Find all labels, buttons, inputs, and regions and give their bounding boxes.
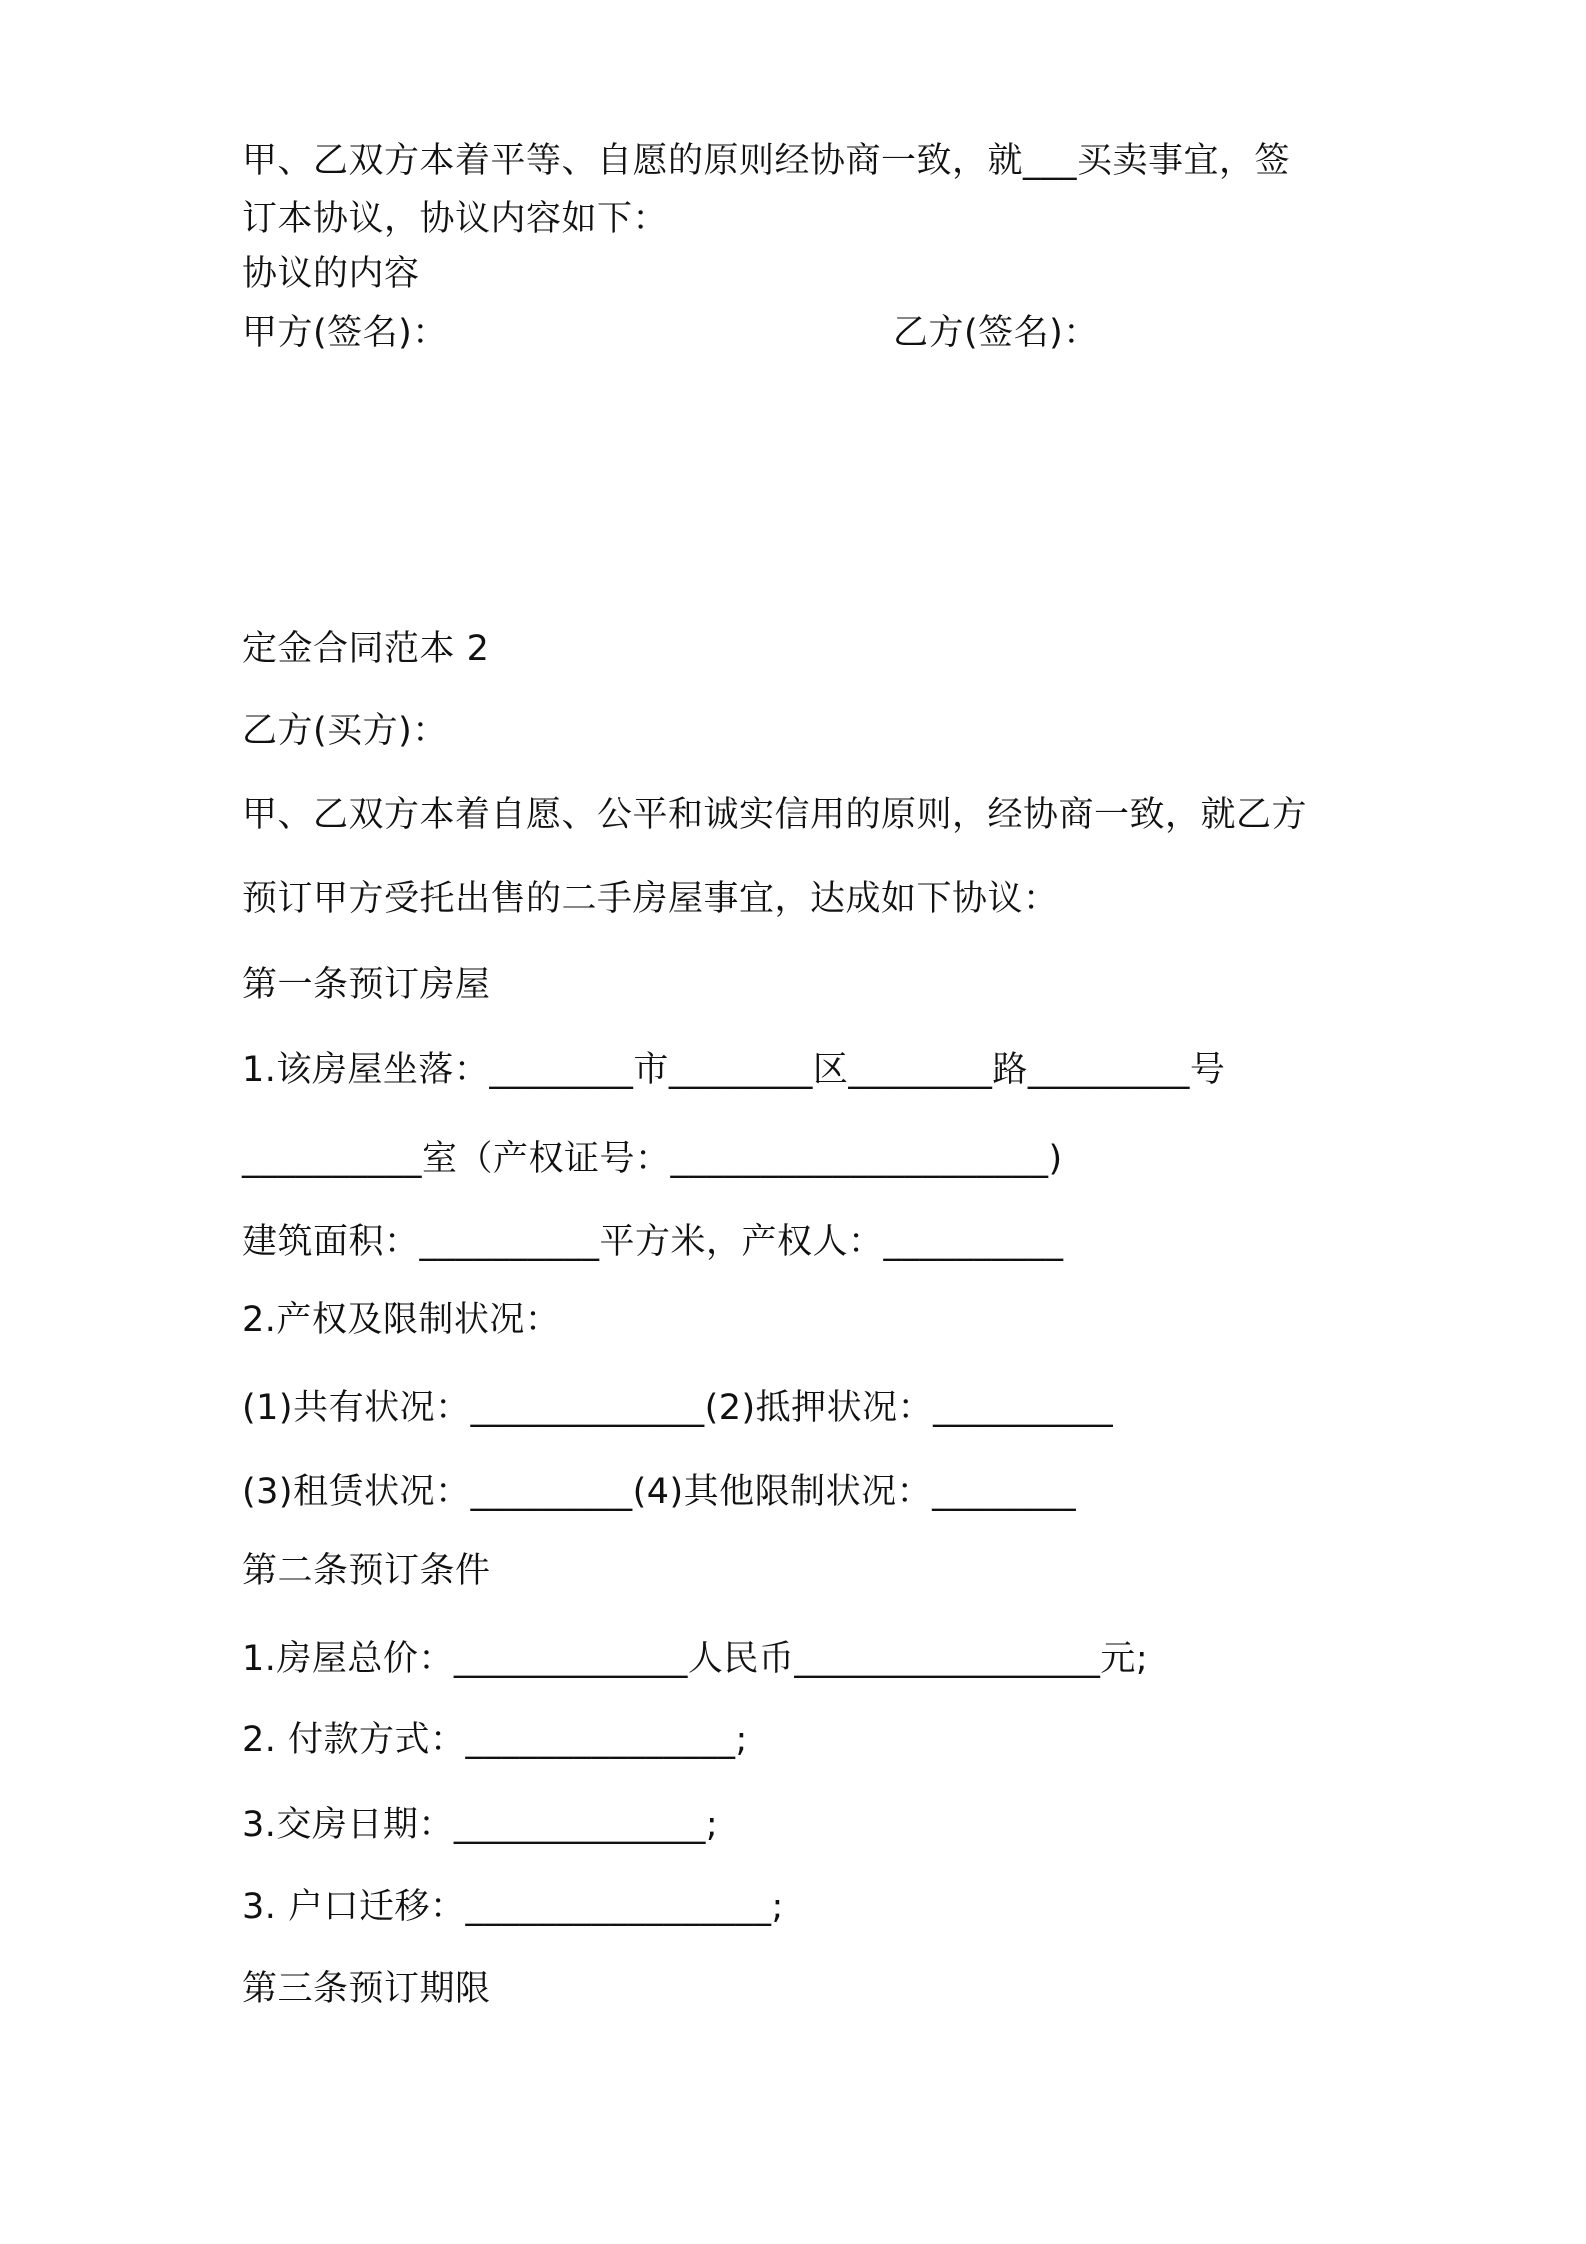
article-2-heading: 第二条预订条件 (242, 1551, 491, 1591)
household-line: 3. 户口迁移：_________________; (242, 1887, 784, 1927)
rights-line-2: (3)租赁状况：_________(4)其他限制状况：________ (242, 1472, 1077, 1512)
location-line-2: __________室（产权证号：_____________________) (242, 1139, 1063, 1179)
agreement-paragraph-line-1: 甲、乙双方本着自愿、公平和诚实信用的原则，经协商一致，就乙方 (242, 795, 1308, 835)
handover-line: 3.交房日期：______________; (242, 1805, 719, 1845)
price-line: 1.房屋总价：_____________人民币_________________元; (242, 1639, 1149, 1679)
intro-line-2: 订本协议，协议内容如下： (242, 199, 669, 239)
location-line-1: 1.该房屋坐落：________市________区________路_________号 (242, 1050, 1226, 1090)
sample-title: 定金合同范本 2 (242, 629, 490, 669)
intro-line-1: 甲、乙双方本着平等、自愿的原则经协商一致，就___买卖事宜，签 (242, 141, 1291, 181)
party-a-signature: 甲方(签名)： (242, 313, 448, 353)
rights-heading: 2.产权及限制状况： (242, 1300, 561, 1340)
content-heading: 协议的内容 (242, 254, 420, 294)
article-3-heading: 第三条预订期限 (242, 1969, 491, 2009)
area-owner-line: 建筑面积：__________平方米，产权人：__________ (242, 1222, 1064, 1262)
buyer-label: 乙方(买方)： (242, 711, 448, 751)
rights-line-1: (1)共有状况：_____________(2)抵押状况：__________ (242, 1388, 1114, 1428)
party-b-signature: 乙方(签名)： (893, 313, 1099, 353)
agreement-paragraph-line-2: 预订甲方受托出售的二手房屋事宜，达成如下协议： (242, 879, 1059, 919)
article-1-heading: 第一条预订房屋 (242, 965, 491, 1005)
payment-line: 2. 付款方式：_______________; (242, 1720, 748, 1760)
